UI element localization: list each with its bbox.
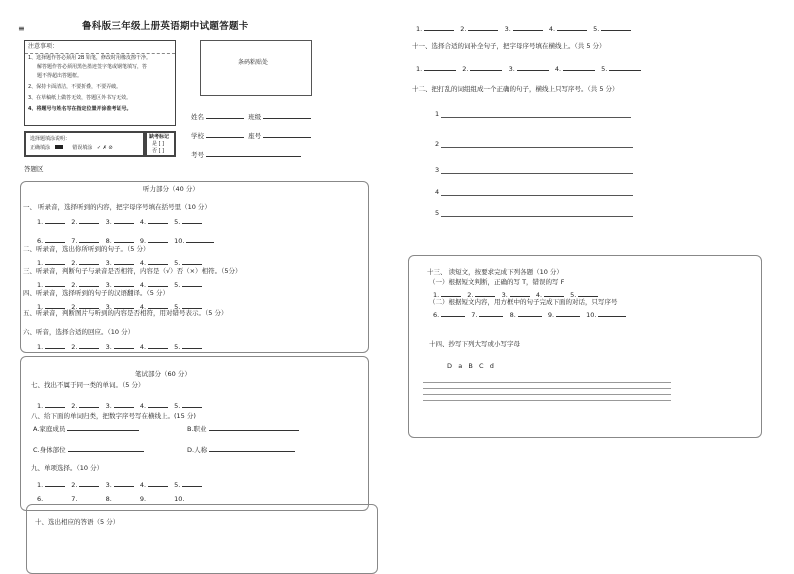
absent-no[interactable]: 否 [ ] (152, 148, 165, 154)
answer-blank[interactable] (45, 480, 65, 487)
copy-line-4[interactable] (423, 400, 671, 401)
q1-answers-a: 1. 2. 3. 4. 5. (37, 217, 206, 226)
answer-blank[interactable] (148, 258, 168, 265)
copy-line-1[interactable] (423, 382, 671, 383)
answer-blank[interactable] (544, 290, 564, 297)
answer-blank[interactable] (45, 401, 65, 408)
answer-blank[interactable] (148, 217, 168, 224)
answer-blank[interactable] (182, 217, 202, 224)
answer-blank[interactable] (114, 342, 134, 349)
copy-line-2[interactable] (423, 388, 671, 389)
answer-blank[interactable] (182, 480, 202, 487)
category-family: A.家庭成员 (33, 425, 66, 433)
answer-blank[interactable] (114, 401, 134, 408)
q11-title: 十一、选择合适的词补全句子，把字母序号填在横线上。（共 5 分） (412, 42, 606, 50)
answer-blank[interactable] (79, 217, 99, 224)
answer-blank[interactable] (114, 280, 134, 287)
q12-num-2: 2 (435, 140, 440, 148)
answer-blank[interactable] (148, 236, 168, 243)
q9-title: 九、单项选择。（10 分） (31, 464, 104, 472)
answer-blank[interactable] (510, 290, 530, 297)
category-job-field[interactable] (209, 424, 299, 431)
answer-blank[interactable] (424, 64, 456, 71)
answer-blank[interactable] (563, 64, 595, 71)
name-field[interactable] (206, 112, 244, 119)
category-family-field[interactable] (67, 424, 139, 431)
answer-blank[interactable] (424, 24, 454, 31)
q8-title: 八、给下面的单词归类，把数字序号写在横线上。(15 分) (31, 412, 196, 420)
correct-fill-mark (55, 145, 63, 149)
correct-fill-label: 正确填涂 (30, 145, 51, 151)
answer-blank[interactable] (45, 342, 65, 349)
answer-blank[interactable] (79, 236, 99, 243)
category-job: B.职业 (187, 425, 207, 433)
notice-line-5: 3、在草稿纸上做答无效，答题区外书写无效。 (28, 95, 132, 101)
answer-blank[interactable] (186, 236, 214, 243)
q14-letters: D a B C d (447, 362, 494, 370)
notice-line-2: 解答题作答必须用黑色墨迹签字笔或钢笔填写，答 (37, 64, 148, 70)
wrong-fill-label: 错误填涂 (72, 145, 93, 151)
answer-blank[interactable] (557, 24, 587, 31)
name-label: 姓名 (191, 113, 204, 121)
answer-blank[interactable] (114, 217, 134, 224)
listening-title: 听力部分（40 分） (143, 185, 199, 193)
notice-line-1: 1、选择题作答必须用 2B 铅笔，修改时用橡皮擦干净。 (28, 55, 151, 61)
answer-blank[interactable] (45, 280, 65, 287)
notice-line-4: 2、保持卡面清洁，不要折叠，不要弄破。 (28, 84, 122, 90)
answer-blank[interactable] (479, 310, 503, 317)
category-person: D.人称 (187, 446, 208, 454)
q9-answers-a: 1. 2. 3. 4. 5. (37, 480, 206, 489)
answer-blank[interactable] (182, 280, 202, 287)
reading-panel (408, 255, 762, 438)
class-field[interactable] (263, 112, 311, 119)
answer-blank[interactable] (79, 258, 99, 265)
category-person-field[interactable] (209, 445, 295, 452)
answer-blank[interactable] (114, 302, 134, 309)
q9-answers-b: 6. 7. 8. 9. 10. (37, 495, 185, 503)
q4-answers: 1. 2. 3. 4. 5. (37, 302, 206, 311)
q12-num-5: 5 (435, 209, 440, 217)
q12-line-4[interactable] (441, 195, 633, 196)
hamburger-icon[interactable]: ≡ (18, 24, 25, 33)
barcode-area (200, 40, 312, 96)
copy-line-3[interactable] (423, 394, 671, 395)
q2-answers: 1. 2. 3. 4. 5. (37, 258, 206, 267)
absent-title: 缺考标记 (149, 134, 170, 140)
answer-blank[interactable] (148, 480, 168, 487)
q10-title: 十、选出相应的答语（5 分） (35, 518, 120, 526)
q1-answers-b: 6. 7. 8. 9. 10. (37, 236, 218, 245)
q12-num-4: 4 (435, 188, 440, 196)
seat-label: 座号 (248, 132, 262, 140)
q6-title: 六、听音，选择合适的回应。（10 分） (23, 328, 135, 336)
q-top-answers: 1. 2. 3. 4. 5. (416, 24, 635, 33)
q1-title: 一、 听录音，选择听到的内容，把字母序号填在括号里（10 分） (23, 203, 211, 211)
notice-box (24, 40, 176, 126)
school-field[interactable] (206, 131, 244, 138)
answer-blank[interactable] (79, 280, 99, 287)
answer-blank[interactable] (182, 258, 202, 265)
answer-blank[interactable] (114, 236, 134, 243)
answer-blank[interactable] (148, 401, 168, 408)
q2-title: 二、听录音，选出你所听到的句子。（5 分） (23, 245, 150, 253)
q12-line-1[interactable] (441, 117, 631, 118)
answer-blank[interactable] (114, 480, 134, 487)
answer-blank[interactable] (601, 24, 631, 31)
answer-blank[interactable] (470, 64, 502, 71)
q3-answers: 1. 2. 3. 4. 5. (37, 280, 206, 289)
school-label: 学校 (191, 132, 204, 140)
q7-answers: 1. 2. 3. 4. 5. (37, 401, 206, 410)
q12-line-5[interactable] (441, 216, 633, 217)
q4-title: 四、听录音，选择听到的句子的汉语翻译。（5 分） (23, 289, 169, 297)
answer-blank[interactable] (513, 24, 543, 31)
absent-box (145, 131, 176, 157)
answer-blank[interactable] (148, 302, 168, 309)
q13-b-answers: 6. 7. 8. 9. 10. (433, 310, 630, 319)
answer-blank[interactable] (114, 258, 134, 265)
barcode-label: 条码粘贴处 (238, 59, 269, 66)
answer-blank[interactable] (609, 64, 641, 71)
answer-blank[interactable] (475, 290, 495, 297)
answer-blank[interactable] (182, 342, 202, 349)
exam-no-label: 考号 (191, 151, 204, 159)
q13-title: 十三、 读短文，按要求完成下列各题（10 分） (427, 268, 563, 276)
fill-sample-label: 选择题填涂说明： (30, 136, 71, 142)
q7-title: 七、找出不属于同一类的单词。（5 分） (31, 381, 145, 389)
answer-blank[interactable] (45, 302, 65, 309)
q13-part-a: （一）根据短文判断，正确的写 T，错误的写 F (429, 278, 565, 286)
answer-blank[interactable] (598, 310, 626, 317)
q11-answers: 1. 2. 3. 4. 5. (416, 64, 645, 73)
writing-panel (20, 356, 369, 511)
q12-title: 十二、把打乱的词组组成一个正确的句子，横线上只写序号。（共 5 分） (412, 85, 619, 93)
answer-blank[interactable] (182, 401, 202, 408)
q12-line-3[interactable] (441, 173, 633, 174)
class-label: 班级 (248, 113, 262, 121)
fill-sample-box (24, 131, 145, 157)
answer-blank[interactable] (468, 24, 498, 31)
exam-no-field[interactable] (206, 150, 301, 157)
wrong-fill-marks: ✓ ✗ ⊘ (96, 145, 113, 151)
answer-blank[interactable] (148, 280, 168, 287)
q5-title: 五、听录音，判断图片与听到的内容是否相符，用对错号表示。（5 分） (23, 309, 228, 317)
notice-line-6: 4、将题号与姓名写在指定位置并涂准考证号。 (28, 106, 132, 112)
answer-blank[interactable] (441, 310, 465, 317)
q6-answers: 1. 2. 3. 4. 5. (37, 342, 206, 351)
answer-blank[interactable] (79, 302, 99, 309)
category-body-field[interactable] (68, 445, 144, 452)
listening-panel (20, 181, 369, 353)
answer-blank[interactable] (45, 236, 65, 243)
q12-num-1: 1 (435, 110, 440, 118)
notice-title: 注意事项： (28, 43, 59, 50)
answer-blank[interactable] (79, 342, 99, 349)
answer-blank[interactable] (517, 64, 549, 71)
answer-blank[interactable] (578, 290, 598, 297)
q3-title: 三、听录音，判断句子与录音是否相符，内容是（√）否（×）相符。（5分） (23, 267, 242, 275)
answer-blank[interactable] (45, 217, 65, 224)
absent-yes[interactable]: 是 [ ] (152, 141, 165, 147)
q14-title: 十四、抄写下列大写或小写字母 (429, 340, 520, 348)
answer-blank[interactable] (45, 258, 65, 265)
q13-part-b: （二）根据短文内容，用方框中的句子完成下面的对话，只写序号 (429, 298, 618, 306)
notice-line-3: 题不得超出答题框。 (37, 73, 83, 79)
seat-field[interactable] (263, 131, 311, 138)
category-body: C.身体部位 (33, 446, 66, 454)
writing-title: 笔试部分（60 分） (135, 370, 191, 378)
q10-panel (26, 504, 378, 574)
q12-line-2[interactable] (441, 147, 633, 148)
answer-area-label: 答题区 (24, 165, 44, 173)
q13-a-answers: 1. 2. 3. 4. 5. (433, 290, 602, 299)
q12-num-3: 3 (435, 166, 440, 174)
answer-blank[interactable] (518, 310, 542, 317)
answer-blank[interactable] (79, 480, 99, 487)
answer-blank[interactable] (148, 342, 168, 349)
answer-blank[interactable] (79, 401, 99, 408)
answer-blank[interactable] (556, 310, 580, 317)
page-title: 鲁科版三年级上册英语期中试题答题卡 (82, 21, 249, 32)
answer-blank[interactable] (441, 290, 461, 297)
answer-blank[interactable] (182, 302, 202, 309)
